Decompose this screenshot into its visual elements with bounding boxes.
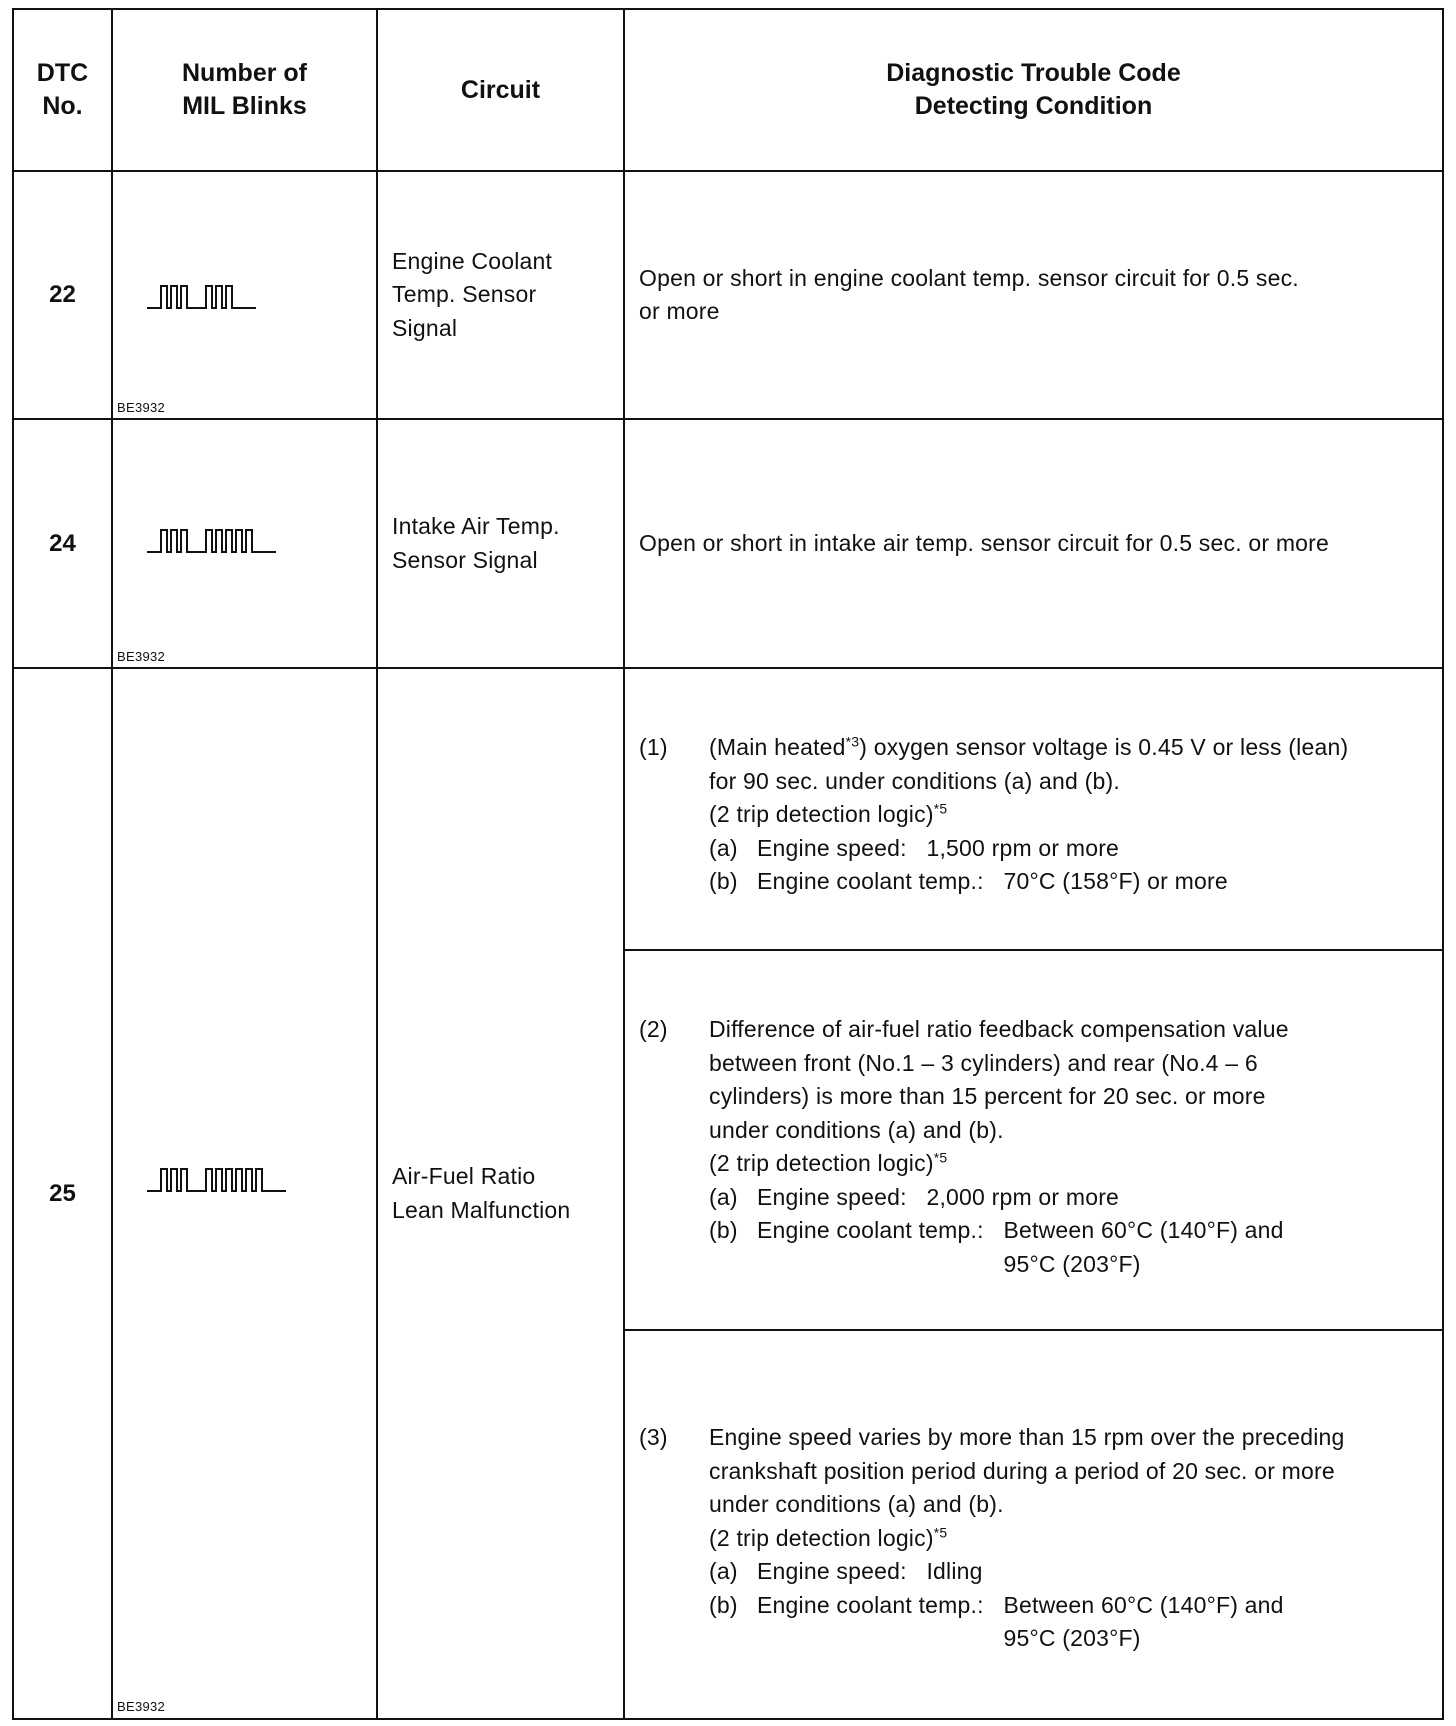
header-circuit: Circuit bbox=[460, 75, 541, 104]
figure-code: BE3932 bbox=[117, 400, 166, 415]
circuit-22: Engine Coolant Temp. Sensor Signal bbox=[392, 247, 553, 341]
header-dtc-no: DTC No. bbox=[36, 59, 89, 120]
condition-number: (2) bbox=[639, 1016, 668, 1042]
circuit-24: Intake Air Temp. Sensor Signal bbox=[392, 513, 560, 573]
figure-code: BE3932 bbox=[117, 1699, 166, 1714]
dtc-25: 25 bbox=[49, 1179, 76, 1207]
circuit-25: Air-Fuel Ratio Lean Malfunction bbox=[392, 1163, 571, 1223]
table-border-bottom bbox=[12, 1718, 1444, 1720]
dtc-22: 22 bbox=[49, 281, 76, 308]
dtc-table bbox=[12, 8, 1444, 1720]
header-condition: Diagnostic Trouble Code Detecting Condition bbox=[886, 59, 1181, 120]
condition-25-3: (3) Engine speed varies by more than 15 rpm over the preceding crankshaft position period during a period of 20 sec. or more under conditions (a) and (b). (2 trip detection logic)$^{*5}$ (a) Engine speed: Idling (b) Engine coolant temp.: Between 60°C (140°F) and 95°C (203°F) bbox=[625, 1331, 1442, 1718]
mil-blink-pattern-25 bbox=[113, 669, 376, 1718]
blink-waveform-icon bbox=[146, 1165, 316, 1195]
condition-number: (3) bbox=[639, 1424, 668, 1450]
figure-code: BE3932 bbox=[117, 649, 166, 664]
condition-22: Open or short in engine coolant temp. sensor circuit for 0.5 sec. or more bbox=[639, 264, 1299, 324]
blink-waveform-icon bbox=[146, 526, 296, 556]
condition-24: Open or short in intake air temp. sensor circuit for 0.5 sec. or more bbox=[639, 529, 1330, 556]
dtc-24: 24 bbox=[49, 529, 76, 557]
header-mil-blinks: Number of MIL Blinks bbox=[182, 59, 307, 120]
condition-25-2: (2) Difference of air-fuel ratio feedback compensation value between front (No.1 – 3 cylinders) and rear (No.4 – 6 cylinders) is more than 15 percent for 20 sec. or more under conditions (a) and (b). (2 trip detection logic)$^{*5}$ (a) Engine speed: 2,000 rpm or more (b) Engine coolant temp.: Between 60°C (140°F) and 95°C (203°F) bbox=[625, 951, 1442, 1329]
table-border-right bbox=[1442, 8, 1444, 1720]
blink-waveform-icon bbox=[146, 282, 276, 312]
condition-number: (1) bbox=[639, 734, 668, 760]
condition-25-1: (1) (Main heated$^{*3}$) oxygen sensor voltage is 0.45 V or less (lean) for 90 sec. under conditions (a) and (b). (2 trip detection logic)$^{*5}$ (a) Engine speed: 1,500 rpm or more (b) Engine coolant temp.: 70°C (158°F) or more bbox=[625, 669, 1442, 949]
mil-blink-pattern-24 bbox=[113, 420, 376, 667]
mil-blink-pattern-22 bbox=[113, 172, 376, 418]
